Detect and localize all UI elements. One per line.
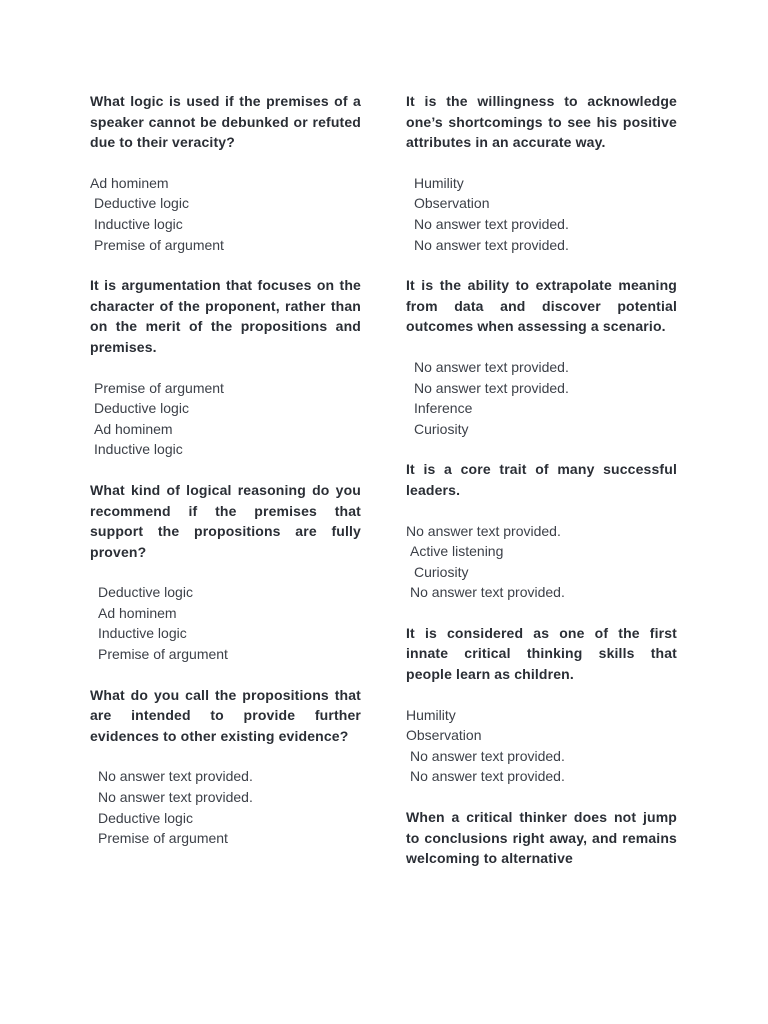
answer-options xyxy=(90,766,361,848)
answer-option: Premise of argument xyxy=(98,830,228,847)
answer-option: Deductive logic xyxy=(94,195,189,212)
question-text: It is the ability to extrapolate meaning from data and discover potential outcomes when assessing a scenario. xyxy=(406,277,677,335)
answer-option: Deductive logic xyxy=(98,809,193,826)
answer-option: Curiosity xyxy=(414,420,469,437)
question-text: It is the willingness to acknowledge one’s shortcomings to see his positive attributes in an accurate way. xyxy=(406,93,677,151)
answer-options xyxy=(406,173,677,255)
answer-options xyxy=(90,582,361,664)
answer-option: Ad hominem xyxy=(94,420,173,437)
answer-options xyxy=(406,357,677,439)
answer-options xyxy=(406,521,677,603)
question-text: It is argumentation that focuses on the character of the proponent, rather than on the merit of the propositions and premises. xyxy=(90,277,361,355)
answer-option: Inductive logic xyxy=(94,215,183,232)
answer-option: Deductive logic xyxy=(98,584,193,601)
answer-option: Humility xyxy=(406,706,456,723)
question-block-9 xyxy=(406,807,677,869)
answer-option: No answer text provided. xyxy=(406,522,561,539)
answer-option: No answer text provided. xyxy=(410,747,565,764)
answer-option: No answer text provided. xyxy=(414,379,569,396)
question-text: What kind of logical reasoning do you recommend if the premises that support the propositions are fully proven? xyxy=(90,481,361,560)
answer-option: No answer text provided. xyxy=(410,584,565,601)
question-block-2 xyxy=(90,275,361,460)
question-block-8 xyxy=(406,623,677,787)
answer-option: No answer text provided. xyxy=(410,768,565,785)
answer-option: Humility xyxy=(414,174,464,191)
answer-option: Inference xyxy=(414,400,473,417)
answer-option: Premise of argument xyxy=(94,236,224,253)
question-block-7 xyxy=(406,459,677,603)
answer-option: Deductive logic xyxy=(94,400,189,417)
question-text: What do you call the propositions that are intended to provide further evidences to other existing evidence? xyxy=(90,686,361,744)
answer-option: Ad hominem xyxy=(90,174,169,191)
answer-option: No answer text provided. xyxy=(414,215,569,232)
answer-option: No answer text provided. xyxy=(414,236,569,253)
answer-options xyxy=(90,173,361,255)
question-block-6 xyxy=(406,275,677,439)
question-block-1 xyxy=(90,91,361,255)
question-text: What logic is used if the premises of a speaker cannot be debunked or refuted due to their veracity? xyxy=(90,93,361,151)
question-block-5 xyxy=(406,91,677,255)
left-column xyxy=(90,91,361,869)
answer-options xyxy=(406,705,677,787)
answer-option: Inductive logic xyxy=(94,441,183,458)
answer-option: Ad hominem xyxy=(98,604,177,621)
answer-option: Active listening xyxy=(410,543,504,560)
question-text: It is considered as one of the first innate critical thinking skills that people learn as children. xyxy=(406,624,677,683)
answer-option: Observation xyxy=(406,727,482,744)
answer-option: No answer text provided. xyxy=(414,358,569,375)
answer-options xyxy=(90,378,361,460)
question-text: When a critical thinker does not jump to conclusions right away, and remains welcoming to alternative xyxy=(406,809,677,867)
question-text: It is a core trait of many successful leaders. xyxy=(406,461,677,498)
answer-option: Premise of argument xyxy=(94,379,224,396)
answer-option: Curiosity xyxy=(414,563,469,580)
answer-option: Inductive logic xyxy=(98,625,187,642)
question-block-4 xyxy=(90,685,361,849)
question-block-3 xyxy=(90,480,361,665)
answer-option: Premise of argument xyxy=(98,646,228,663)
answer-option: Observation xyxy=(414,195,490,212)
answer-option: No answer text provided. xyxy=(98,789,253,806)
answer-option: No answer text provided. xyxy=(98,768,253,785)
right-column xyxy=(406,91,677,889)
